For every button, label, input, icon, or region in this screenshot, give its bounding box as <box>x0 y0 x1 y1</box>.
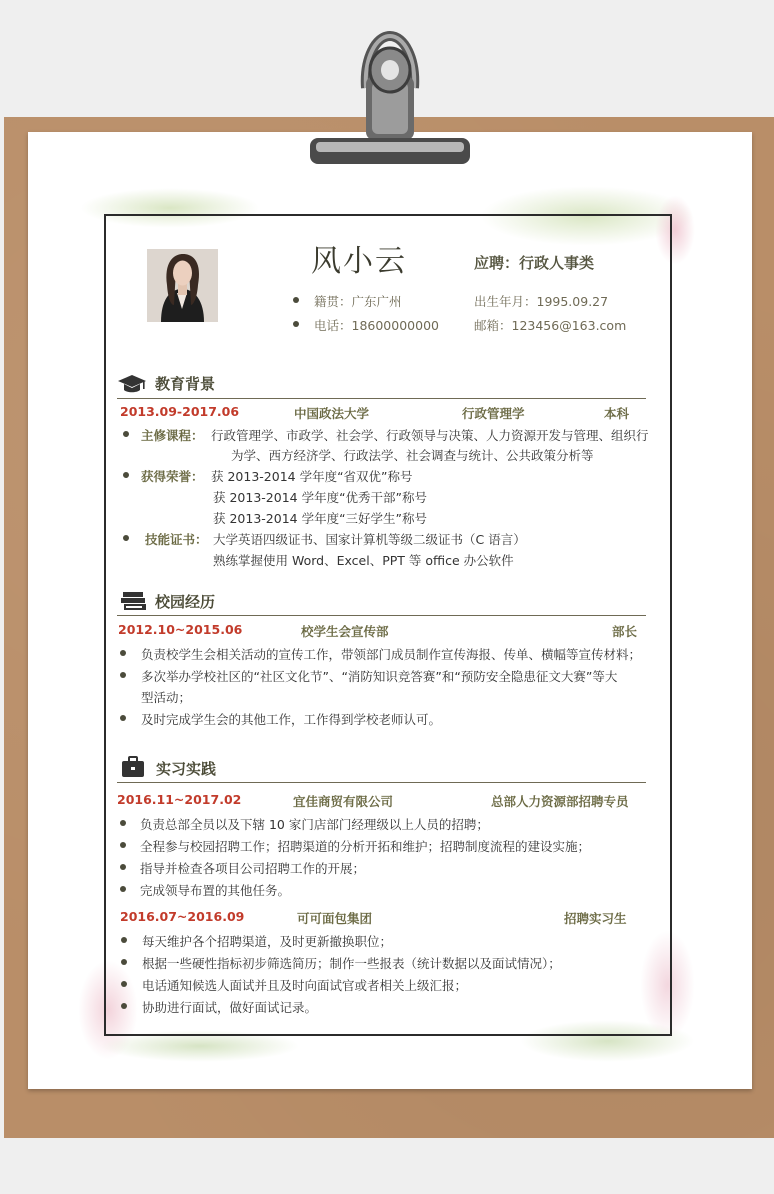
bullet-icon <box>120 820 126 826</box>
native-place: 籍贯：广东广州 <box>314 294 402 309</box>
applied-position: 应聘：行政人事类 <box>474 254 595 272</box>
skill-item: 熟练掌握使用 Word、Excel、PPT 等 office 办公软件 <box>213 553 514 568</box>
profile-photo <box>147 249 218 322</box>
candidate-name: 风小云 <box>311 244 407 279</box>
email: 邮箱：123456@163.com <box>474 318 627 333</box>
campus-role: 部长 <box>612 624 638 639</box>
bullet-icon <box>293 321 299 327</box>
job-item: 电话通知候选人面试并且及时向面试官或者相关上级汇报； <box>142 978 468 993</box>
job-role: 总部人力资源部招聘专员 <box>491 794 629 809</box>
job-item: 负责总部全员以及下辖 10 家门店部门经理级以上人员的招聘； <box>140 817 489 832</box>
bullet-icon <box>293 297 299 303</box>
job-item: 协助进行面试，做好面试记录。 <box>142 1000 318 1015</box>
briefcase-icon <box>121 756 145 778</box>
honors-label: 获得荣誉： <box>141 469 204 484</box>
bullet-icon <box>121 959 127 965</box>
phone: 电话：18600000000 <box>314 318 439 333</box>
job-date: 2016.11~2017.02 <box>117 792 242 807</box>
birth-date: 出生年月：1995.09.27 <box>474 294 609 309</box>
courses-line: 行政管理学、市政学、社会学、行政领导与决策、人力资源开发与管理、组织行 <box>211 428 649 443</box>
bullet-icon <box>123 535 129 541</box>
education-date: 2013.09-2017.06 <box>120 404 240 419</box>
bullet-icon <box>120 715 126 721</box>
section-title-internship: 实习实践 <box>156 760 217 778</box>
job-date: 2016.07~2016.09 <box>120 909 245 924</box>
job-item: 根据一些硬性指标初步筛选简历；制作一些报表（统计数据以及面试情况）； <box>142 956 561 971</box>
bullet-icon <box>120 842 126 848</box>
job-item: 每天维护各个招聘渠道，及时更新撤换职位； <box>142 934 393 949</box>
job-company: 可可面包集团 <box>297 911 373 926</box>
campus-org: 校学生会宣传部 <box>301 624 389 639</box>
bullet-icon <box>121 981 127 987</box>
job-role: 招聘实习生 <box>564 911 627 926</box>
section-divider <box>117 782 646 783</box>
binder-clip-icon <box>306 28 474 178</box>
education-major: 行政管理学 <box>462 406 525 421</box>
job-company: 宜佳商贸有限公司 <box>293 794 394 809</box>
honor-item: 获 2013-2014 学年度“三好学生”称号 <box>213 511 428 526</box>
courses-label: 主修课程： <box>141 428 204 443</box>
campus-item: 负责校学生会相关活动的宣传工作，带领部门成员制作宣传海报、传单、横幅等宣传材料； <box>141 647 642 662</box>
section-title-campus: 校园经历 <box>155 593 216 611</box>
section-divider <box>117 615 646 616</box>
bullet-icon <box>121 937 127 943</box>
honor-item: 获 2013-2014 学年度“省双优”称号 <box>211 469 413 484</box>
job-item: 全程参与校园招聘工作；招聘渠道的分析开拓和维护；招聘制度流程的建设实施； <box>140 839 591 854</box>
skills-label: 技能证书： <box>145 532 208 547</box>
bullet-icon <box>120 650 126 656</box>
education-school: 中国政法大学 <box>294 406 370 421</box>
honor-item: 获 2013-2014 学年度“优秀干部”称号 <box>213 490 428 505</box>
education-degree: 本科 <box>604 406 630 421</box>
section-divider <box>117 398 646 399</box>
bullet-icon <box>120 886 126 892</box>
bullet-icon <box>123 472 129 478</box>
bullet-icon <box>120 672 126 678</box>
job-item: 完成领导布置的其他任务。 <box>140 883 291 898</box>
campus-item: 型活动； <box>141 690 192 705</box>
bullet-icon <box>121 1003 127 1009</box>
job-item: 指导并检查各项目公司招聘工作的开展； <box>140 861 366 876</box>
section-title-education: 教育背景 <box>155 375 216 393</box>
courses-line: 为学、西方经济学、行政法学、社会调查与统计、公共政策分析等 <box>231 448 594 463</box>
bullet-icon <box>120 864 126 870</box>
campus-item: 及时完成学生会的其他工作，工作得到学校老师认可。 <box>141 712 442 727</box>
graduation-cap-icon <box>117 374 147 394</box>
books-icon <box>120 591 148 611</box>
campus-date: 2012.10~2015.06 <box>118 622 243 637</box>
skill-item: 大学英语四级证书、国家计算机等级二级证书（C 语言） <box>213 532 526 547</box>
campus-item: 多次举办学校社区的“社区文化节”、“消防知识竞答赛”和“预防安全隐患征文大赛”等大 <box>141 669 618 684</box>
bullet-icon <box>123 431 129 437</box>
